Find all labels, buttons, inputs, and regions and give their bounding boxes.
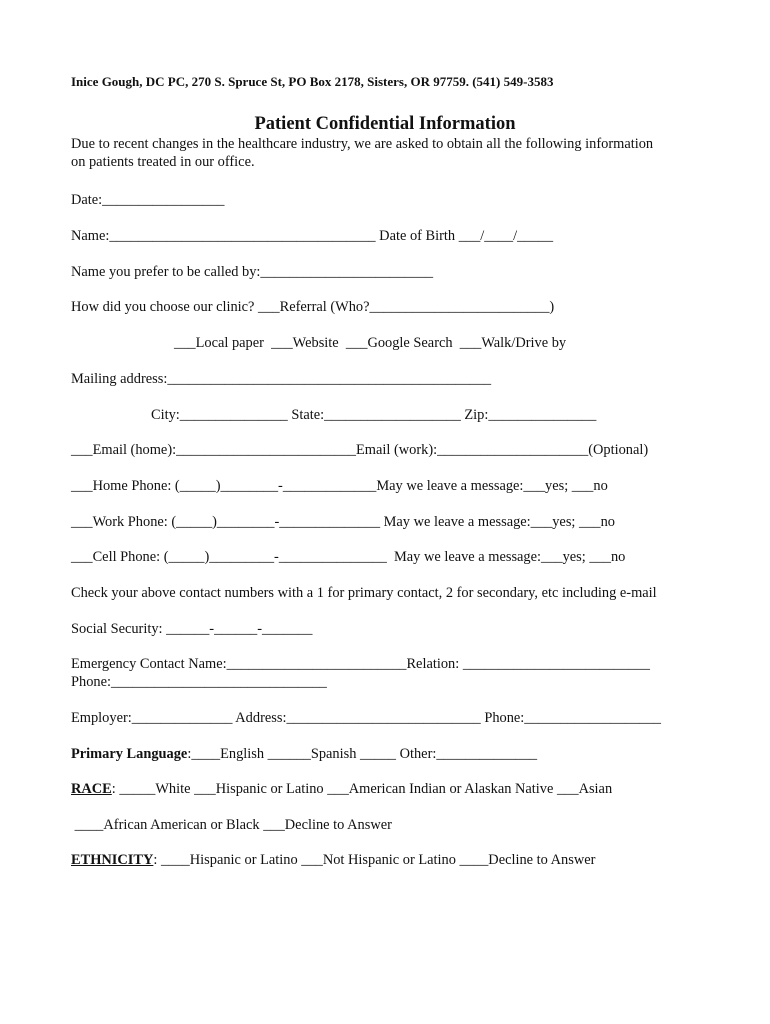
primary-language-field[interactable] bbox=[71, 745, 537, 763]
ssn-field[interactable]: Social Security: ______-______-_______ bbox=[71, 621, 313, 637]
race-options-2[interactable]: ____African American or Black ___Decline to Answer bbox=[71, 817, 392, 833]
home-phone-field[interactable]: ___Home Phone: (_____)________-_____________May we leave a message:___yes; ___no bbox=[71, 478, 608, 494]
page-title: Patient Confidential Information bbox=[254, 114, 516, 134]
email-field[interactable]: ___Email (home):_________________________Email (work):_____________________(Optional) bbox=[71, 442, 649, 458]
check-contacts-instruction: Check your above contact numbers with a 1 for primary contact, 2 for secondary, etc including e-mail bbox=[71, 585, 657, 601]
clinic-options-field[interactable]: ___Local paper ___Website ___Google Search ___Walk/Drive by bbox=[174, 335, 567, 351]
ethnicity-options[interactable]: : ____Hispanic or Latino ___Not Hispanic or Latino ____Decline to Answer bbox=[153, 852, 596, 868]
name-dob-field[interactable]: Name:_____________________________________ Date of Birth ___/____/_____ bbox=[71, 228, 554, 244]
intro-line-2: on patients treated in our office. bbox=[71, 154, 255, 170]
ethnicity-label: ETHNICITY bbox=[71, 852, 154, 868]
clinic-choice-field[interactable]: How did you choose our clinic? ___Referral (Who?_________________________) bbox=[71, 299, 555, 315]
primary-language-label: Primary Language bbox=[71, 746, 188, 762]
race-options-1[interactable]: : _____White ___Hispanic or Latino ___American Indian or Alaskan Native ___Asian bbox=[111, 781, 613, 797]
mailing-address-field[interactable]: Mailing address:_____________________________________________ bbox=[71, 371, 492, 387]
race-field[interactable] bbox=[71, 780, 612, 798]
primary-language-options[interactable]: :____English ______Spanish _____ Other:______________ bbox=[187, 746, 538, 762]
emergency-phone-field[interactable]: Phone:______________________________ bbox=[71, 674, 327, 690]
ethnicity-field[interactable] bbox=[71, 851, 595, 869]
work-phone-field[interactable]: ___Work Phone: (_____)________-______________ May we leave a message:___yes; ___no bbox=[71, 514, 615, 530]
employer-field[interactable]: Employer:______________ Address:___________________________ Phone:___________________ bbox=[71, 710, 662, 726]
city-state-zip-field[interactable]: City:_______________ State:___________________ Zip:_______________ bbox=[151, 407, 597, 423]
preferred-name-field[interactable]: Name you prefer to be called by:________________________ bbox=[71, 264, 434, 280]
date-field[interactable]: Date:_________________ bbox=[71, 192, 225, 208]
clinic-header: Inice Gough, DC PC, 270 S. Spruce St, PO Box 2178, Sisters, OR 97759. (541) 549-3583 bbox=[71, 74, 554, 89]
intro-line-1: Due to recent changes in the healthcare industry, we are asked to obtain all the following information bbox=[71, 136, 654, 152]
emergency-contact-field[interactable]: Emergency Contact Name:_________________________Relation: __________________________ bbox=[71, 656, 650, 672]
race-label: RACE bbox=[71, 781, 112, 797]
cell-phone-field[interactable]: ___Cell Phone: (_____)_________-_______________ May we leave a message:___yes; ___no bbox=[71, 549, 626, 565]
